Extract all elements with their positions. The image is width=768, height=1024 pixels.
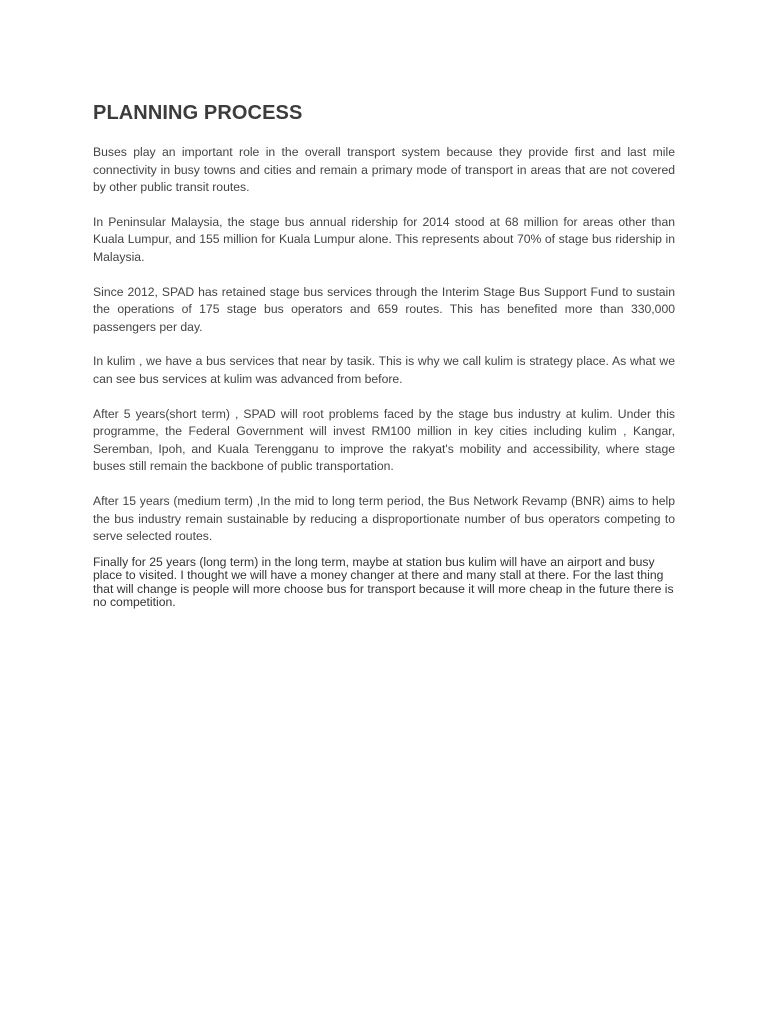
paragraph-ridership: In Peninsular Malaysia, the stage bus annual ridership for 2014 stood at 68 million for areas other than Kuala Lumpur, and 155 million for Kuala Lumpur alone. This represents about 70% of stage bus ridership in Malaysia. [93,214,675,264]
page-title: PLANNING PROCESS [93,102,303,124]
paragraph-kulim: In kulim , we have a bus services that near by tasik. This is why we call kulim is strategy place. As what we can see bus services at kulim was advanced from before. [93,354,675,386]
paragraph-medium-term: After 15 years (medium term) ,In the mid to long term period, the Bus Network Revamp (BNR) aims to help the bus industry remain sustainable by reducing a disproportionate number of bus operators competing to serve selected routes. [93,493,675,544]
paragraph-short-term: After 5 years(short term) , SPAD will root problems faced by the stage bus industry at kulim. Under this programme, the Federal Government will invest RM100 million in key cities including kulim , Kangar, Seremban, Ipoh, and Kuala Terengganu to improve the rakyat's mobility and accessibility, where stage buses still remain the backbone of public transportation. [93,406,675,474]
paragraph-bus-role: Buses play an important role in the overall transport system because they provide first and last mile connectivity in busy towns and cities and remain a primary mode of transport in areas that are not covered by other public transit routes. [93,145,675,195]
document-body [93,102,675,627]
paragraph-long-term: Finally for 25 years (long term) in the long term, maybe at station bus kulim will have an airport and busy place to visited. I thought we will have a money changer at there and many stall at there. For the last thing that will change is people will more choose bus for transport because it will more cheap in the future there is no competition. [93,554,674,610]
paragraph-spad-fund: Since 2012, SPAD has retained stage bus services through the Interim Stage Bus Support Fund to sustain the operations of 175 stage bus operators and 659 routes. This has benefited more than 330,000 passengers per day. [93,284,675,334]
